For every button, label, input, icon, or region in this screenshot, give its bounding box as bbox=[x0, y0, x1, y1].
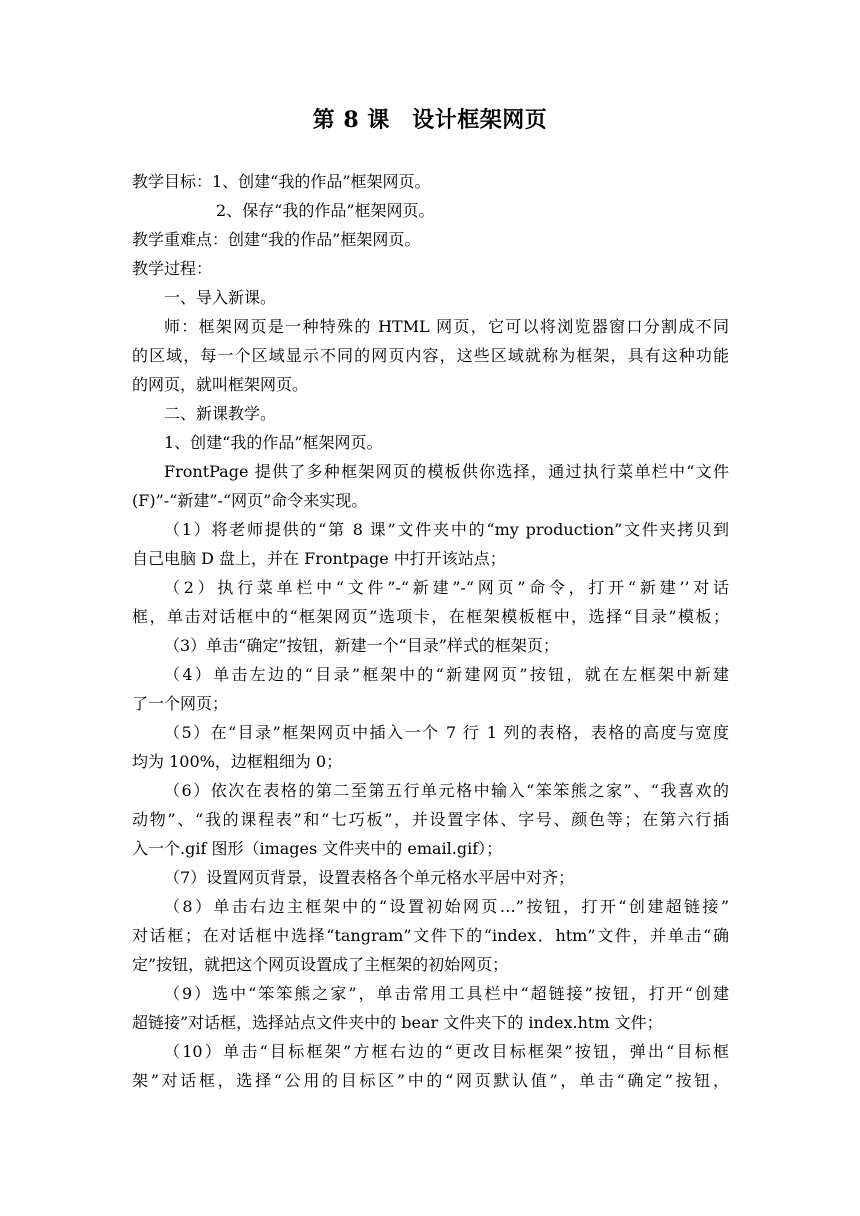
step-line: （1）将老师提供的“第 8 课”文件夹中的“my production”文件夹拷贝到 bbox=[164, 520, 729, 539]
paragraph-line: 师：框架网页是一种特殊的 HTML 网页，它可以将浏览器窗口分割成不同 bbox=[164, 317, 729, 336]
section-heading-new: 二、新课教学。 bbox=[164, 404, 277, 423]
step-line: 对话框；在对话框中选择“tangram”文件下的“index．htm”文件，并单击“确 bbox=[132, 926, 729, 945]
step-line: （7）设置网页背景，设置表格各个单元格水平居中对齐； bbox=[164, 868, 575, 887]
step-line: （10）单击“目标框架”方框右边的“更改目标框架”按钮，弹出“目标框 bbox=[164, 1042, 729, 1061]
subsection-heading: 1、创建“我的作品”框架网页。 bbox=[164, 433, 383, 452]
key-point-line: 教学重难点：创建“我的作品”框架网页。 bbox=[132, 230, 421, 249]
step-line: 框，单击对话框中的“框架网页”选项卡，在框架模板框中，选择“目录”模板； bbox=[132, 607, 729, 626]
paragraph-line: FrontPage 提供了多种框架网页的模板供你选择，通过执行菜单栏中“文件 bbox=[164, 462, 729, 481]
step-line: （5）在“目录”框架网页中插入一个 7 行 1 列的表格，表格的高度与宽度 bbox=[164, 723, 729, 742]
step-line: （2）执行菜单栏中“文件”-“新建”-“网页”命令，打开“新建’’对话 bbox=[164, 578, 729, 597]
objective-line-2: 2、保存“我的作品”框架网页。 bbox=[216, 201, 435, 220]
step-line: 自己电脑 D 盘上，并在 Frontpage 中打开该站点； bbox=[132, 549, 506, 568]
paragraph-line: 的区域，每一个区域显示不同的网页内容，这些区域就称为框架，具有这种功能 bbox=[132, 346, 729, 365]
step-line: 动物”、“我的课程表”和“七巧板”，并设置字体、字号、颜色等；在第六行插 bbox=[132, 810, 729, 829]
step-line: 了一个网页； bbox=[132, 694, 229, 713]
objective-line-1: 教学目标：1、创建“我的作品”框架网页。 bbox=[132, 172, 431, 191]
step-line: （6）依次在表格的第二至第五行单元格中输入“笨笨熊之家”、“我喜欢的 bbox=[164, 781, 729, 800]
step-line: 超链接”对话框，选择站点文件夹中的 bear 文件夹下的 index.htm 文件； bbox=[132, 1013, 663, 1032]
step-line: 架”对话框，选择“公用的目标区”中的“网页默认值”，单击“确定”按钮， bbox=[132, 1071, 729, 1090]
process-heading: 教学过程： bbox=[132, 259, 213, 278]
paragraph-line: 的网页，就叫框架网页。 bbox=[132, 375, 309, 394]
section-heading-intro: 一、导入新课。 bbox=[164, 288, 277, 307]
step-line: （4）单击左边的“目录”框架中的“新建网页”按钮，就在左框架中新建 bbox=[164, 665, 729, 684]
step-line: 入一个.gif 图形（images 文件夹中的 email.gif）； bbox=[132, 839, 503, 858]
step-line: （3）单击“确定”按钮，新建一个“目录”样式的框架页； bbox=[164, 636, 559, 655]
page-title: 第 8 课 设计框架网页 bbox=[312, 107, 548, 133]
step-line: （8）单击右边主框架中的“设置初始网页…”按钮，打开“创建超链接” bbox=[164, 897, 729, 916]
step-line: （9）选中“笨笨熊之家”，单击常用工具栏中“超链接”按钮，打开“创建 bbox=[164, 984, 729, 1003]
step-line: 定”按钮，就把这个网页设置成了主框架的初始网页； bbox=[132, 955, 509, 974]
paragraph-line: (F)”-“新建”-“网页”命令来实现。 bbox=[132, 491, 368, 510]
step-line: 均为 100%，边框粗细为 0； bbox=[132, 752, 343, 771]
